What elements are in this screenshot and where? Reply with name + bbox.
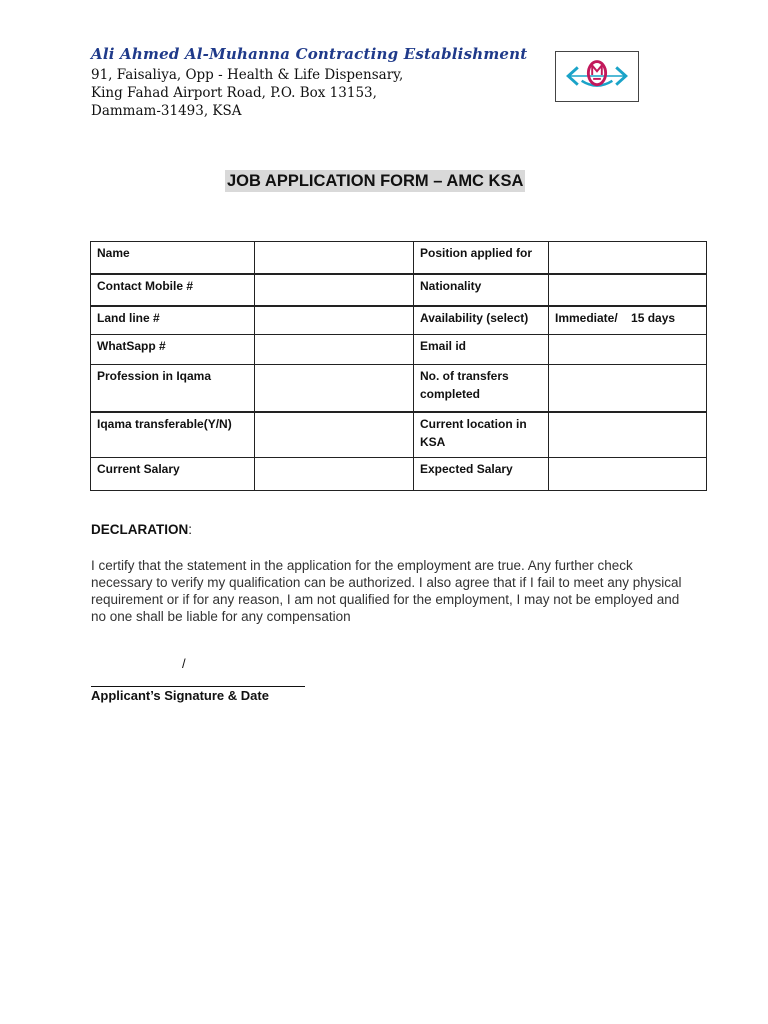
- field-label: No. of transfers completed: [414, 365, 549, 412]
- company-logo-icon: [556, 52, 638, 101]
- declaration-title: DECLARATION: [91, 522, 189, 537]
- field-label: Name: [91, 242, 255, 274]
- field-label: Current Salary: [91, 458, 255, 491]
- field-value[interactable]: [549, 458, 707, 491]
- field-label: Profession in Iqama: [91, 365, 255, 412]
- table-row: [91, 458, 707, 491]
- company-logo: [555, 51, 639, 102]
- declaration-heading: [91, 522, 192, 537]
- table-row: [91, 365, 707, 412]
- signature-label: Applicant’s Signature & Date: [91, 688, 269, 703]
- form-title: JOB APPLICATION FORM – AMC KSA: [227, 172, 524, 190]
- field-value[interactable]: [255, 242, 414, 274]
- field-value[interactable]: [549, 412, 707, 458]
- address-line-1: 91, Faisaliya, Opp - Health & Life Dispensary,: [91, 67, 404, 83]
- table-row: [91, 412, 707, 458]
- field-label: Expected Salary: [414, 458, 549, 491]
- field-label: Land line #: [91, 306, 255, 335]
- availability-select[interactable]: Immediate/ 15 days: [549, 306, 707, 335]
- address-line-2: King Fahad Airport Road, P.O. Box 13153,: [91, 85, 377, 101]
- company-name: Ali Ahmed Al-Muhanna Contracting Establishment: [91, 45, 528, 63]
- field-value[interactable]: [549, 242, 707, 274]
- field-value[interactable]: [255, 365, 414, 412]
- field-label: Contact Mobile #: [91, 274, 255, 306]
- table-row: [91, 242, 707, 274]
- field-label: Availability (select): [414, 306, 549, 335]
- application-form-table: [90, 241, 707, 491]
- table-row: [91, 335, 707, 365]
- field-value[interactable]: [255, 274, 414, 306]
- address-line-3: Dammam-31493, KSA: [91, 103, 242, 119]
- field-value[interactable]: [549, 335, 707, 365]
- signature-line[interactable]: [91, 686, 305, 687]
- date-separator: /: [182, 656, 186, 671]
- field-label: WhatSapp #: [91, 335, 255, 365]
- field-label: Iqama transferable(Y/N): [91, 412, 255, 458]
- field-label: Current location in KSA: [414, 412, 549, 458]
- field-value[interactable]: [255, 458, 414, 491]
- field-value[interactable]: [255, 306, 414, 335]
- declaration-colon: :: [188, 522, 193, 537]
- field-label: Position applied for: [414, 242, 549, 274]
- field-value[interactable]: [549, 365, 707, 412]
- field-value[interactable]: [255, 412, 414, 458]
- field-label: Nationality: [414, 274, 549, 306]
- table-row: [91, 306, 707, 335]
- field-value[interactable]: [549, 274, 707, 306]
- field-label: Email id: [414, 335, 549, 365]
- table-row: [91, 274, 707, 306]
- field-value[interactable]: [255, 335, 414, 365]
- declaration-text: I certify that the statement in the application for the employment are true. Any further check necessary to verify my qualification can be authorized. I also agree that if I fail to meet any physical requirement or if for any reason, I am not qualified for the employment, I may not be employed and no one shall be liable for any compensation: [91, 558, 682, 624]
